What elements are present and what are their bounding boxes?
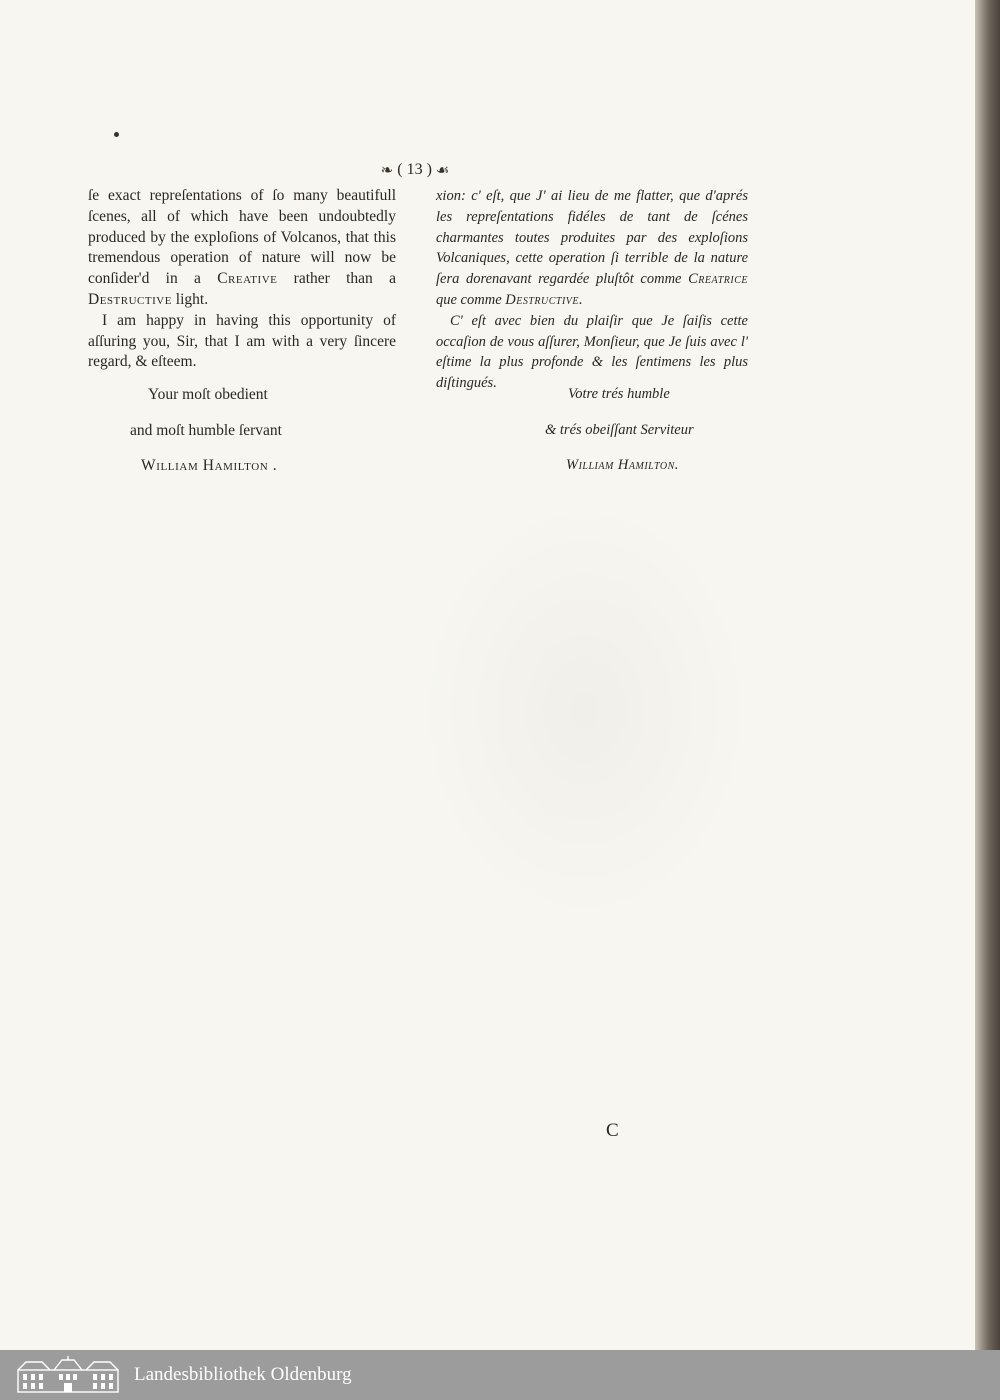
page-header — [360, 160, 470, 180]
fleuron-right-icon: ☙ — [435, 162, 450, 179]
page-number: ( 13 ) — [397, 161, 432, 178]
fleuron-left-icon: ❧ — [380, 162, 394, 179]
french-closing-line-2: & trés obeiſſant Serviteur — [545, 422, 694, 438]
english-paragraph-1: ſe exact repreſentations of ſo many beautifull ſcenes, all of which have been undoubtedly produced by the exploſions of Volcanos, that this tremendous operation of nature will now be conſider'd in a Creative rather than a Destructive light. — [88, 187, 396, 308]
french-paragraph-2: C' eſt avec bien du plaiſir que Je ſaiſis cette occaſion de vous aſſurer, Monſieur, que Je ſuis avec l' eſtime la plus profonde & les ſentimens les plus diſtingués. — [436, 312, 748, 392]
french-paragraph-1: xion: c' eſt, que J' ai lieu de me flatter, que d'aprés les repreſentations fidéles de tant de ſcénes charmantes toutes produites par des exploſions Volcaniques, cette operation ſi terrible de la nature ſera dorenavant regardée pluſtôt comme Creatrice que comme Destructive. — [436, 188, 748, 308]
french-signature: William Hamilton. — [566, 457, 679, 473]
footer-bar — [0, 1350, 1000, 1400]
book-spine-edge — [975, 0, 1000, 1350]
gathering-signature-mark: C — [606, 1120, 619, 1141]
english-closing-line-1: Your moſt obedient — [148, 386, 268, 403]
library-name: Landesbibliothek Oldenburg — [134, 1364, 352, 1385]
library-building-icon — [14, 1356, 122, 1394]
french-column — [436, 186, 748, 394]
english-signature: William Hamilton . — [141, 457, 278, 474]
english-column — [88, 186, 396, 373]
english-closing-line-2: and moſt humble ſervant — [130, 422, 282, 439]
french-closing-line-1: Votre trés humble — [568, 386, 670, 402]
ink-speck — [114, 132, 119, 137]
english-paragraph-2: I am happy in having this opportunity of aſſuring you, Sir, that I am with a very ſincere regard, & eſteem. — [88, 311, 396, 371]
